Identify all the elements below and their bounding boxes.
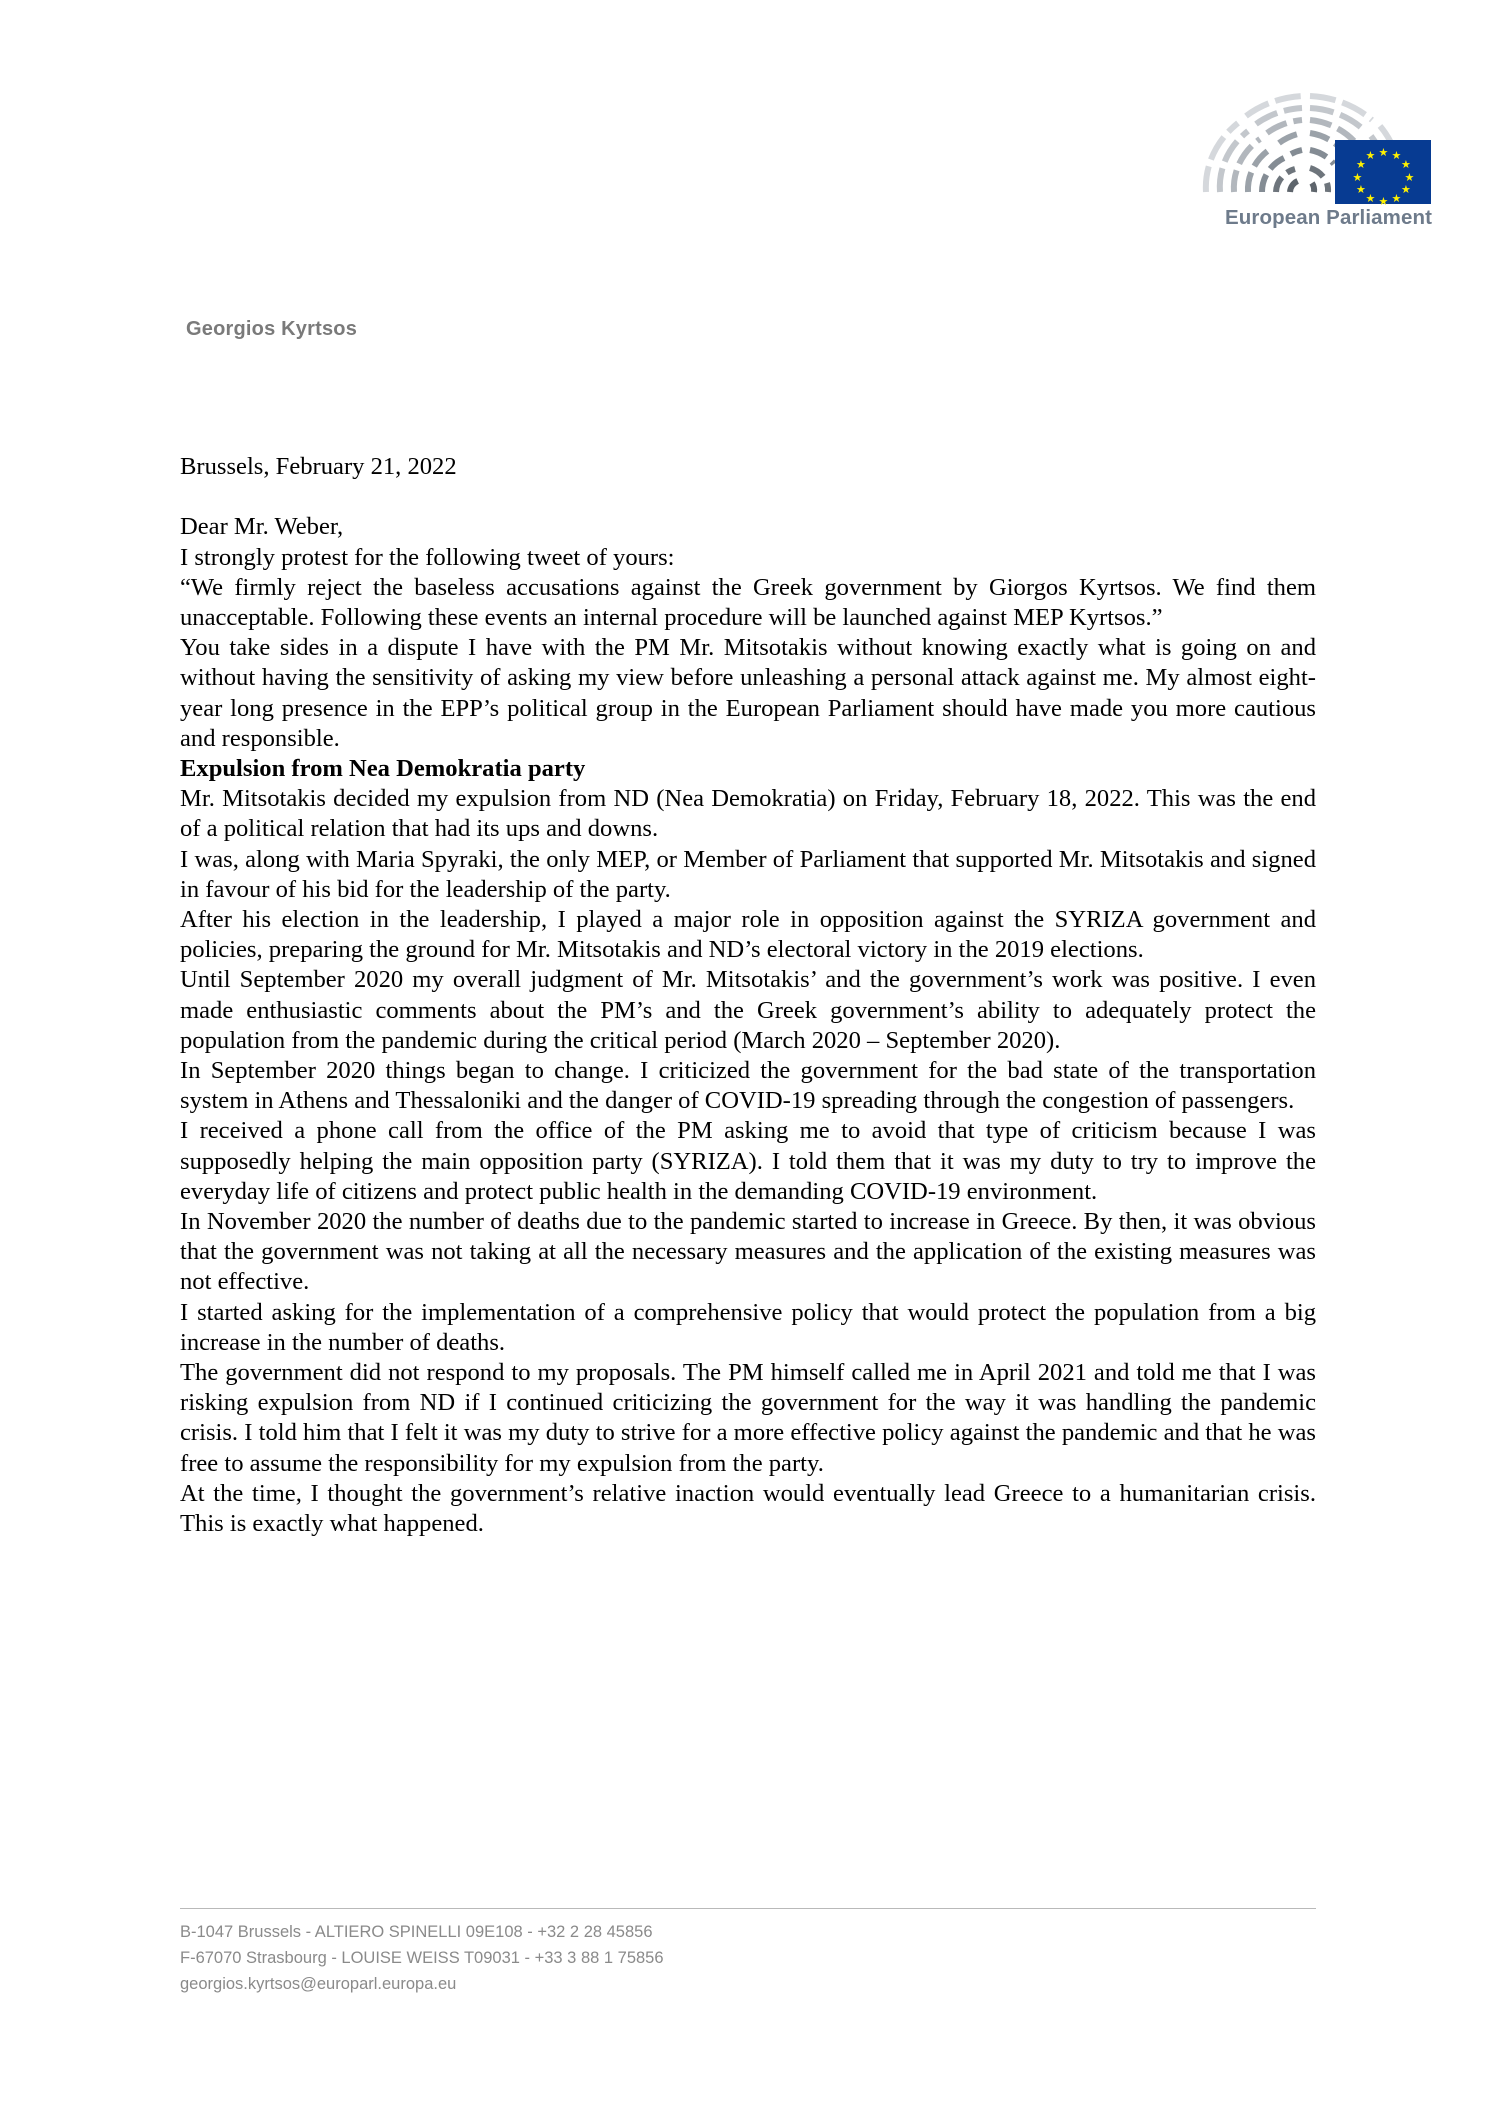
paragraph: I started asking for the implementation of a comprehensive policy that would protect the population from a big increase in the number of deaths.	[180, 1298, 1316, 1356]
eu-star: ★	[1391, 192, 1402, 205]
footer-contact-block	[180, 1919, 1316, 1997]
paragraph: I strongly protest for the following tweet of yours:	[180, 543, 675, 571]
paragraph: I received a phone call from the office of the PM asking me to avoid that type of criticism because I was supposedly helping the main opposition party (SYRIZA). I told them that it was my duty to try to improve the everyday life of citizens and protect public health in the demanding COVID-19 environment.	[180, 1117, 1316, 1205]
footer-email[interactable]: georgios.kyrtsos@europarl.europa.eu	[180, 1975, 457, 1993]
paragraph: I was, along with Maria Spyraki, the only MEP, or Member of Parliament that supported Mr. Mitsotakis and signed in favour of his bid for the leadership of the party.	[180, 845, 1316, 903]
page-footer	[180, 1908, 1316, 1997]
eu-flag-icon	[1335, 140, 1431, 208]
paragraph: In September 2020 things began to change. I criticized the government for the bad state of the transportation system in Athens and Thessaloniki and the danger of COVID-19 spreading through the congestion of passengers.	[180, 1057, 1316, 1115]
european-parliament-logo	[1202, 88, 1432, 229]
footer-divider	[180, 1908, 1316, 1909]
eu-star: ★	[1352, 170, 1363, 184]
salutation: Dear Mr. Weber,	[180, 513, 344, 541]
paragraph: The government did not respond to my proposals. The PM himself called me in April 2021 and told me that I was risking expulsion from ND if I continued criticizing the government for the way it was handling the pandemic crisis. I told him that I felt it was my duty to strive for a more effective policy against the pandemic and that he was free to assume the responsibility for my expulsion from the party.	[180, 1359, 1316, 1477]
body-spacer	[180, 482, 1316, 512]
eu-star: ★	[1356, 158, 1366, 171]
eu-star: ★	[1356, 183, 1366, 196]
eu-star: ★	[1391, 149, 1402, 162]
eu-star: ★	[1365, 149, 1376, 162]
eu-star: ★	[1401, 183, 1411, 196]
institution-wordmark: European Parliament	[1225, 206, 1432, 229]
footer-strasbourg-address: F-67070 Strasbourg - LOUISE WEISS T09031 - +33 3 88 1 75856	[180, 1949, 664, 1967]
eu-star: ★	[1404, 170, 1415, 184]
eu-star: ★	[1365, 192, 1376, 205]
eu-star: ★	[1401, 158, 1411, 171]
eu-star: ★	[1378, 195, 1389, 208]
letterhead	[1202, 88, 1432, 248]
quoted-tweet-paragraph: “We firmly reject the baseless accusations against the Greek government by Giorgos Kyrtsos. We find them unacceptable. Following these events an internal procedure will be launched against MEP Kyrtsos.”	[180, 573, 1316, 631]
paragraph: You take sides in a dispute I have with the PM Mr. Mitsotakis without knowing exactly what is going on and without having the sensitivity of asking my view before unleashing a personal attack against me. My almost eight-year long presence in the EPP’s political group in the European Parliament should have made you more cautious and responsible.	[180, 634, 1316, 752]
paragraph: Mr. Mitsotakis decided my expulsion from ND (Nea Demokratia) on Friday, February 18, 2022. This was the end of a political relation that had its ups and downs.	[180, 785, 1316, 843]
section-heading: Expulsion from Nea Demokratia party	[180, 755, 586, 783]
paragraph: At the time, I thought the government’s relative inaction would eventually lead Greece to a humanitarian crisis. This is exactly what happened.	[180, 1479, 1316, 1538]
date-line: Brussels, February 21, 2022	[180, 453, 457, 480]
paragraph: Until September 2020 my overall judgment of Mr. Mitsotakis’ and the government’s work was positive. I even made enthusiastic comments about the PM’s and the Greek government’s ability to adequately protect the population from the pandemic during the critical period (March 2020 – September 2020).	[180, 966, 1316, 1054]
eu-star: ★	[1378, 146, 1389, 159]
sender-name: Georgios Kyrtsos	[186, 318, 358, 340]
paragraph: In November 2020 the number of deaths due to the pandemic started to increase in Greece. By then, it was obvious that the government was not taking at all the necessary measures and the application of the existing measures was not effective.	[180, 1208, 1316, 1296]
footer-brussels-address: B-1047 Brussels - ALTIERO SPINELLI 09E108 - +32 2 28 45856	[180, 1923, 653, 1941]
paragraph: After his election in the leadership, I played a major role in opposition against the SYRIZA government and policies, preparing the ground for Mr. Mitsotakis and ND’s electoral victory in the 2019 elections.	[180, 906, 1316, 964]
letter-body	[180, 452, 1316, 1539]
